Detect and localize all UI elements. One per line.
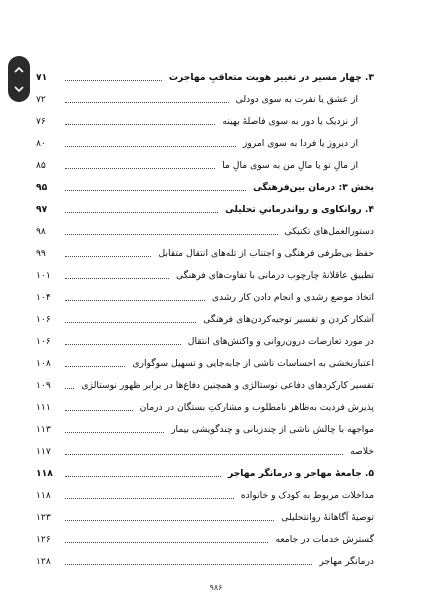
dot-leader xyxy=(65,168,215,169)
toc-entry[interactable] xyxy=(36,484,374,506)
toc-entry-page: ۸۰ xyxy=(36,137,46,149)
toc-entry-page: ۱۲۸ xyxy=(36,555,51,567)
toc-entry[interactable] xyxy=(36,176,374,198)
toc-entry-page: ۹۸ xyxy=(36,225,46,237)
toc-entry-page: ۱۱۳ xyxy=(36,423,51,435)
dot-leader xyxy=(65,454,343,455)
toc-entry-title: ۵. جامعهٔ مهاجر و درمانگر مهاجر xyxy=(227,467,374,479)
toc-entry-title: درمانگر مهاجر xyxy=(319,555,374,567)
toc-entry-page: ۱۲۶ xyxy=(36,533,51,545)
dot-leader xyxy=(65,476,221,477)
toc-entry-title: ۴. روانکاوی و رواندرمانیِ تحلیلی xyxy=(225,203,374,215)
toc-entry-title: ۳. چهار مسیر در تغییر هویت متعاقبِ مهاجرت xyxy=(168,71,374,83)
dot-leader xyxy=(65,190,246,191)
toc-entry-title: گسترش خدمات در جامعه xyxy=(275,533,374,545)
toc-entry-title: مداخلات مربوط به کودک و خانواده xyxy=(240,489,374,501)
toc-entry[interactable] xyxy=(36,88,374,110)
toc-entry[interactable] xyxy=(36,330,374,352)
chevron-up-icon xyxy=(14,66,24,73)
dot-leader xyxy=(65,432,164,433)
toc-entry[interactable] xyxy=(36,352,374,374)
dot-leader xyxy=(65,542,268,543)
dot-leader xyxy=(65,300,205,301)
table-of-contents xyxy=(36,66,374,572)
toc-entry-title: مواجهه با چالش ناشی از چندزبانی و چندگویشی بیمار xyxy=(171,423,374,435)
toc-entry-title: اعتباربخشی به احساسات ناشی از جابه‌جایی و تسهیل سوگواری xyxy=(132,357,374,369)
toc-entry-page: ۱۱۸ xyxy=(36,489,51,501)
dot-leader xyxy=(65,234,278,235)
toc-entry[interactable] xyxy=(36,440,374,462)
toc-entry-page: ۱۱۱ xyxy=(36,401,51,413)
toc-entry-title: پذیرش فردیت به‌ظاهر نامطلوب و مشارکتِ بستگان در درمان xyxy=(139,401,374,413)
toc-entry-title: دستورالعمل‌های تکنیکی xyxy=(284,225,374,237)
toc-entry-page: ۱۰۸ xyxy=(36,357,51,369)
chevron-down-icon xyxy=(14,86,24,93)
toc-entry-page: ۱۰۱ xyxy=(36,269,51,281)
toc-entry-page: ۱۲۳ xyxy=(36,511,51,523)
toc-entry-page: ۷۲ xyxy=(36,93,46,105)
toc-entry[interactable] xyxy=(36,550,374,572)
toc-entry-title: از عشق یا نفرت به سوی دودلی xyxy=(235,93,358,105)
toc-entry-title: بخش ۳: درمان بین‌فرهنگی xyxy=(253,181,374,193)
toc-entry-title: از نزدیک یا دور به سوی فاصلهٔ بهینه xyxy=(222,115,358,127)
dot-leader xyxy=(65,498,234,499)
toc-entry-page: ۸۵ xyxy=(36,159,46,171)
dot-leader xyxy=(65,256,151,257)
dot-leader xyxy=(65,146,236,147)
dot-leader xyxy=(65,344,181,345)
toc-entry-page: ۱۰۶ xyxy=(36,313,51,325)
toc-entry[interactable] xyxy=(36,264,374,286)
toc-entry-page: ۹۵ xyxy=(36,181,48,193)
dot-leader xyxy=(65,212,218,213)
toc-entry-title: حفظ بی‌طرفی فرهنگی و اجتناب از تله‌های انتقال متقابل xyxy=(158,247,374,259)
dot-leader xyxy=(65,520,274,521)
toc-entry-title: آشکار کردن و تفسیر توجیه‌کردن‌های فرهنگی xyxy=(203,313,374,325)
toc-entry-title: در مورد تعارضات درون‌روانی و واکنش‌های انتقال xyxy=(187,335,374,347)
page-number: ۹۸۶ xyxy=(209,583,223,592)
toc-entry[interactable] xyxy=(36,132,374,154)
dot-leader xyxy=(65,322,196,323)
toc-entry[interactable] xyxy=(36,220,374,242)
toc-entry[interactable] xyxy=(36,198,374,220)
toc-entry-title: از مالِ تو یا مالِ من به سوی مالِ ما xyxy=(222,159,358,171)
dot-leader xyxy=(65,278,169,279)
dot-leader xyxy=(65,388,74,389)
toc-entry[interactable] xyxy=(36,110,374,132)
previous-page-button[interactable] xyxy=(8,59,30,79)
next-page-button[interactable] xyxy=(8,79,30,99)
toc-entry-title: تطبیق عاقلانهٔ چارچوب درمانی با تفاوت‌های فرهنگی xyxy=(175,269,374,281)
toc-entry[interactable] xyxy=(36,506,374,528)
toc-entry-title: از دیروز یا فردا به سوی امروز xyxy=(242,137,358,149)
toc-entry-page: ۱۰۴ xyxy=(36,291,51,303)
toc-entry-title: توصیهٔ آگاهانهٔ روانتحلیلی xyxy=(281,511,374,523)
page-nav-control xyxy=(8,56,30,102)
toc-entry[interactable] xyxy=(36,308,374,330)
dot-leader xyxy=(65,410,133,411)
toc-entry-page: ۱۱۸ xyxy=(36,467,53,479)
dot-leader xyxy=(65,564,312,565)
dot-leader xyxy=(65,102,229,103)
toc-entry-page: ۷۶ xyxy=(36,115,46,127)
toc-entry-page: ۱۰۶ xyxy=(36,335,51,347)
toc-entry[interactable] xyxy=(36,418,374,440)
toc-entry[interactable] xyxy=(36,374,374,396)
toc-entry-page: ۹۹ xyxy=(36,247,46,259)
toc-entry-page: ۱۰۹ xyxy=(36,379,51,391)
toc-entry[interactable] xyxy=(36,286,374,308)
toc-entry[interactable] xyxy=(36,242,374,264)
toc-entry[interactable] xyxy=(36,462,374,484)
toc-entry-title: تفسیر کارکردهای دفاعی نوستالژی و همچنین دفاع‌ها در برابر ظهور نوستالژی xyxy=(81,379,374,391)
toc-entry[interactable] xyxy=(36,66,374,88)
dot-leader xyxy=(65,366,125,367)
dot-leader xyxy=(65,124,215,125)
toc-entry-page: ۷۱ xyxy=(36,71,48,83)
toc-entry-title: خلاصه xyxy=(350,445,374,457)
toc-entry[interactable] xyxy=(36,396,374,418)
toc-entry-page: ۹۷ xyxy=(36,203,48,215)
toc-entry[interactable] xyxy=(36,154,374,176)
toc-entry-page: ۱۱۷ xyxy=(36,445,51,457)
toc-entry[interactable] xyxy=(36,528,374,550)
dot-leader xyxy=(65,80,162,81)
toc-entry-title: اتخاذ موضع رشدی و انجام دادن کار رشدی xyxy=(211,291,374,303)
